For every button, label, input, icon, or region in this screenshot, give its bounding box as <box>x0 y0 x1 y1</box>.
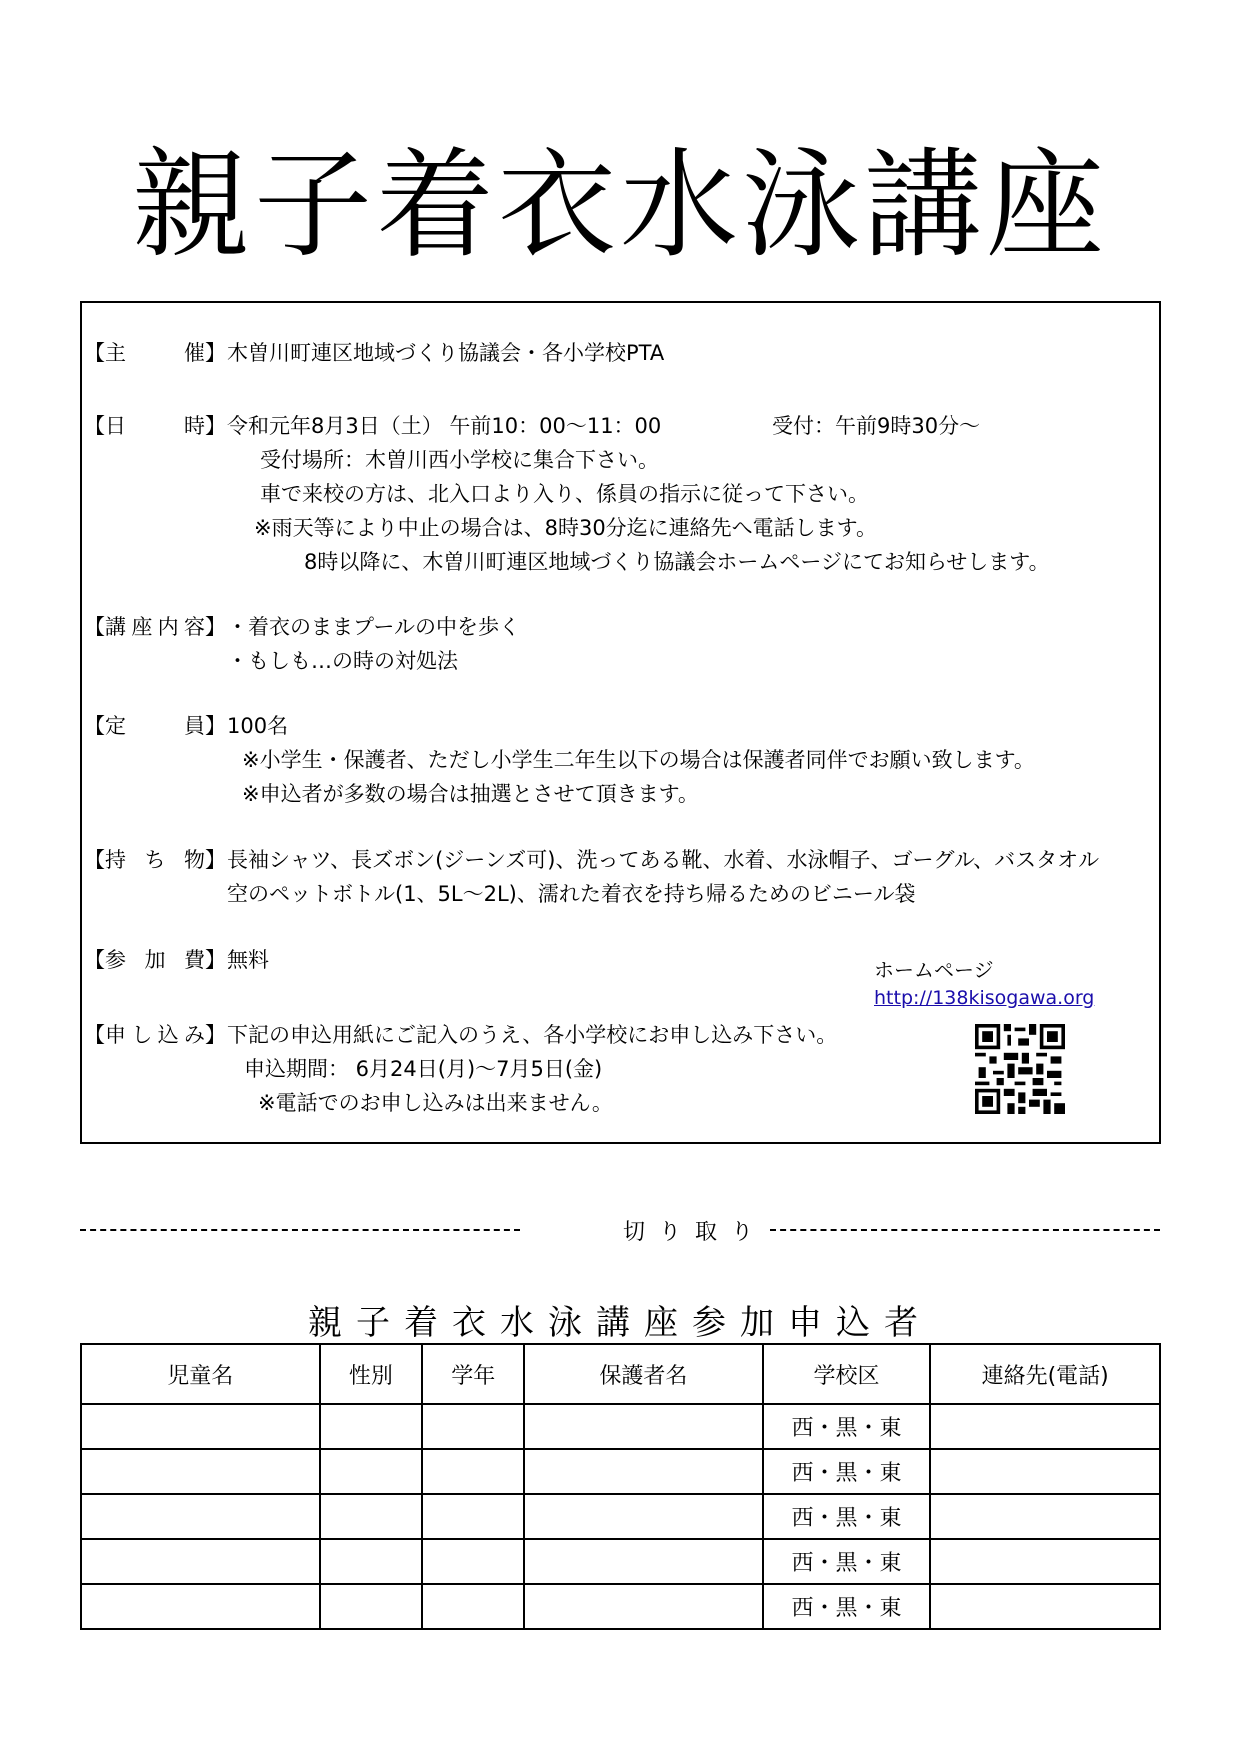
guardian-name-cell[interactable] <box>524 1404 763 1449</box>
qr-code-icon[interactable] <box>975 1024 1065 1114</box>
label-datetime: 【日 時】 <box>84 414 226 438</box>
cut-text: 切り取り <box>622 1220 767 1245</box>
parking-note: 車で来校の方は、北入口より入り、係員の指示に従って下さい。 <box>260 482 869 506</box>
capacity-note-2: ※申込者が多数の場合は抽選とさせて頂きます。 <box>242 782 699 806</box>
rain-note: ※雨天等により中止の場合は、8時30分迄に連絡先へ電話します。 <box>254 516 877 540</box>
gender-cell[interactable] <box>320 1494 423 1539</box>
label-apply: 【申し込み】 <box>84 1023 226 1047</box>
header-guardian-name: 保護者名 <box>524 1344 763 1404</box>
header-grade: 学年 <box>422 1344 524 1404</box>
apply-phone-note: ※電話でのお申し込みは出来ません。 <box>258 1091 613 1115</box>
info-box <box>80 301 1161 1144</box>
grade-cell[interactable] <box>422 1539 524 1584</box>
table-row <box>81 1539 1160 1584</box>
fee-text: 無料 <box>227 948 269 972</box>
header-gender: 性別 <box>320 1344 423 1404</box>
table-row <box>81 1494 1160 1539</box>
organizer-text: 木曽川町連区地域づくり協議会・各小学校PTA <box>227 341 665 365</box>
child-name-cell[interactable] <box>81 1404 320 1449</box>
contact-cell[interactable] <box>930 1539 1160 1584</box>
label-content: 【講座内容】 <box>84 615 226 639</box>
child-name-cell[interactable] <box>81 1449 320 1494</box>
header-school-district: 学校区 <box>763 1344 931 1404</box>
table-header-row <box>81 1344 1160 1404</box>
grade-cell[interactable] <box>422 1494 524 1539</box>
school-district-cell[interactable]: 西・黒・東 <box>763 1539 931 1584</box>
contact-cell[interactable] <box>930 1449 1160 1494</box>
application-form-table <box>80 1343 1161 1630</box>
child-name-cell[interactable] <box>81 1539 320 1584</box>
label-capacity: 【定 員】 <box>84 714 226 738</box>
contact-cell[interactable] <box>930 1494 1160 1539</box>
capacity-text: 100名 <box>227 714 289 738</box>
school-district-cell[interactable]: 西・黒・東 <box>763 1404 931 1449</box>
homepage-link[interactable]: http://138kisogawa.org <box>874 987 1095 1009</box>
label-organizer: 【主 催】 <box>84 341 226 365</box>
table-row <box>81 1449 1160 1494</box>
school-district-cell[interactable]: 西・黒・東 <box>763 1449 931 1494</box>
guardian-name-cell[interactable] <box>524 1584 763 1629</box>
gender-cell[interactable] <box>320 1404 423 1449</box>
table-row <box>81 1584 1160 1629</box>
cut-dash-left <box>80 1229 520 1231</box>
guardian-name-cell[interactable] <box>524 1494 763 1539</box>
guardian-name-cell[interactable] <box>524 1539 763 1584</box>
school-district-cell[interactable]: 西・黒・東 <box>763 1584 931 1629</box>
school-district-cell[interactable]: 西・黒・東 <box>763 1494 931 1539</box>
guardian-name-cell[interactable] <box>524 1449 763 1494</box>
reception-time: 受付：午前9時30分～ <box>772 414 981 438</box>
header-contact: 連絡先(電話) <box>930 1344 1160 1404</box>
reception-place: 受付場所：木曽川西小学校に集合下さい。 <box>260 448 659 472</box>
label-items: 【持 ち 物】 <box>84 848 226 872</box>
child-name-cell[interactable] <box>81 1584 320 1629</box>
page-title: 親子着衣水泳講座 <box>131 136 1108 274</box>
datetime-text: 令和元年8月3日（土） 午前10：00～11：00 <box>227 414 662 438</box>
content-line-2: ・もしも…の時の対処法 <box>227 649 458 673</box>
capacity-note-1: ※小学生・保護者、ただし小学生二年生以下の場合は保護者同伴でお願い致します。 <box>242 748 1035 772</box>
homepage-label: ホームページ <box>874 958 994 982</box>
homepage-note: 8時以降に、木曽川町連区地域づくり協議会ホームページにてお知らせします。 <box>304 550 1050 574</box>
gender-cell[interactable] <box>320 1539 423 1584</box>
contact-cell[interactable] <box>930 1404 1160 1449</box>
gender-cell[interactable] <box>320 1584 423 1629</box>
items-line-1: 長袖シャツ、長ズボン(ジーンズ可)、洗ってある靴、水着、水泳帽子、ゴーグル、バスタオル <box>227 848 1100 872</box>
child-name-cell[interactable] <box>81 1494 320 1539</box>
cut-dash-right <box>770 1229 1160 1231</box>
grade-cell[interactable] <box>422 1404 524 1449</box>
header-child-name: 児童名 <box>81 1344 320 1404</box>
gender-cell[interactable] <box>320 1449 423 1494</box>
content-line-1: ・着衣のままプールの中を歩く <box>227 615 520 639</box>
contact-cell[interactable] <box>930 1584 1160 1629</box>
cut-line <box>80 1215 1160 1245</box>
table-row <box>81 1404 1160 1449</box>
form-title: 親子着衣水泳講座参加申込者 <box>308 1303 932 1343</box>
apply-line-1: 下記の申込用紙にご記入のうえ、各小学校にお申し込み下さい。 <box>227 1023 838 1047</box>
label-fee: 【参 加 費】 <box>84 948 226 972</box>
items-line-2: 空のペットボトル(1、5L～2L)、濡れた着衣を持ち帰るためのビニール袋 <box>227 882 916 906</box>
apply-period: 申込期間： 6月24日(月)～7月5日(金) <box>244 1057 603 1081</box>
grade-cell[interactable] <box>422 1449 524 1494</box>
grade-cell[interactable] <box>422 1584 524 1629</box>
